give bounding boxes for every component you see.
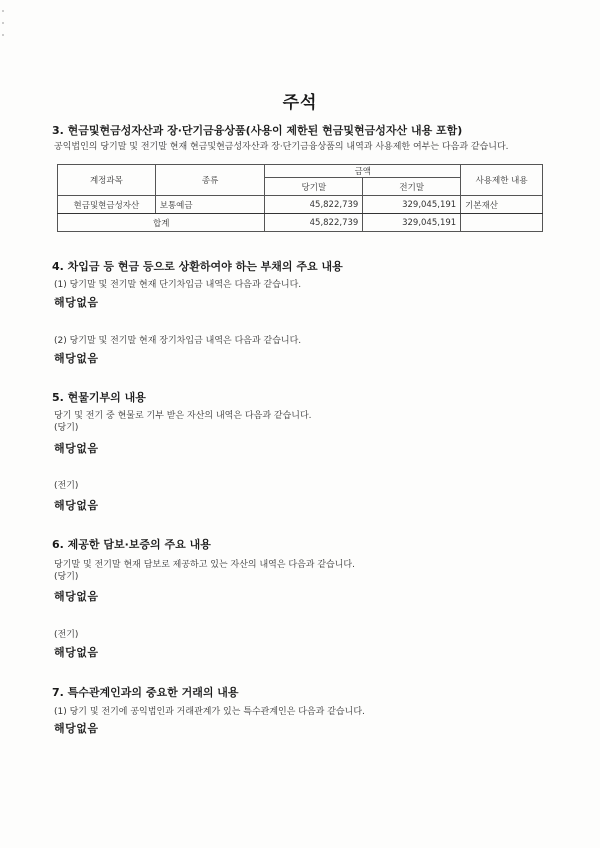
cell-account: 현금및현금성자산 [58,196,156,214]
section-7-item-1: (1) 당기 및 전기에 공익법인과 거래관계가 있는 특수관계인은 다음과 같습니다. [54,707,365,717]
header-type: 종류 [155,165,265,196]
section-3-intro: 공익법인의 당기말 및 전기말 현재 현금및현금성자산과 장·단기금융상품의 내역과 사용제한 여부는 다음과 같습니다. [54,142,509,152]
section-4-heading: 4. 차입금 등 현금 등으로 상환하여야 하는 부채의 주요 내용 [52,260,343,273]
section-4-item-2: (2) 당기말 및 전기말 현재 장기차입금 내역은 다음과 같습니다. [54,336,302,346]
section-6-current-label: (당기) [54,572,79,582]
section-5-current-value: 해당없음 [54,442,99,455]
section-7-heading: 7. 특수관계인과의 중요한 거래의 내용 [52,686,239,699]
section-6-prior-value: 해당없음 [54,646,99,659]
section-5-prior-label: (전기) [54,481,79,491]
section-5-intro: 당기 및 전기 중 현물로 기부 받은 자산의 내역은 다음과 같습니다. [54,411,312,421]
cell-type: 보통예금 [155,196,265,214]
cash-equivalents-table [57,164,543,232]
header-restriction: 사용제한 내용 [461,165,543,196]
header-amount: 금액 [265,165,461,178]
scan-speck [2,22,4,24]
cell-total-label: 합계 [58,214,265,232]
section-4-item-2-value: 해당없음 [54,352,99,365]
header-account: 계정과목 [58,165,156,196]
cell-total-current: 45,822,739 [265,214,363,232]
section-3-heading: 3. 현금및현금성자산과 장·단기금융상품(사용이 제한된 현금및현금성자산 내용 포함) [52,124,463,137]
header-current: 당기말 [265,178,363,196]
scan-speck [2,34,4,36]
header-prior: 전기말 [363,178,461,196]
section-6-current-value: 해당없음 [54,590,99,603]
section-5-heading: 5. 현물기부의 내용 [52,391,146,404]
cell-total-restriction [461,214,543,232]
scan-speck [2,10,4,12]
section-6-heading: 6. 제공한 담보·보증의 주요 내용 [52,538,211,551]
section-4-item-1-value: 해당없음 [54,296,99,309]
cell-total-prior: 329,045,191 [363,214,461,232]
cell-prior: 329,045,191 [363,196,461,214]
section-6-prior-label: (전기) [54,630,79,640]
cell-restriction: 기본재산 [461,196,543,214]
table-row [58,196,543,214]
section-5-current-label: (당기) [54,423,79,433]
section-5-prior-value: 해당없음 [54,499,99,512]
section-4-item-1: (1) 당기말 및 전기말 현재 단기차입금 내역은 다음과 같습니다. [54,280,302,290]
section-7-item-1-value: 해당없음 [54,722,99,735]
cell-current: 45,822,739 [265,196,363,214]
section-6-intro: 당기말 및 전기말 현재 담보로 제공하고 있는 자산의 내역은 다음과 같습니다. [54,560,355,570]
table-total-row [58,214,543,232]
page-title: 주석 [282,93,318,113]
